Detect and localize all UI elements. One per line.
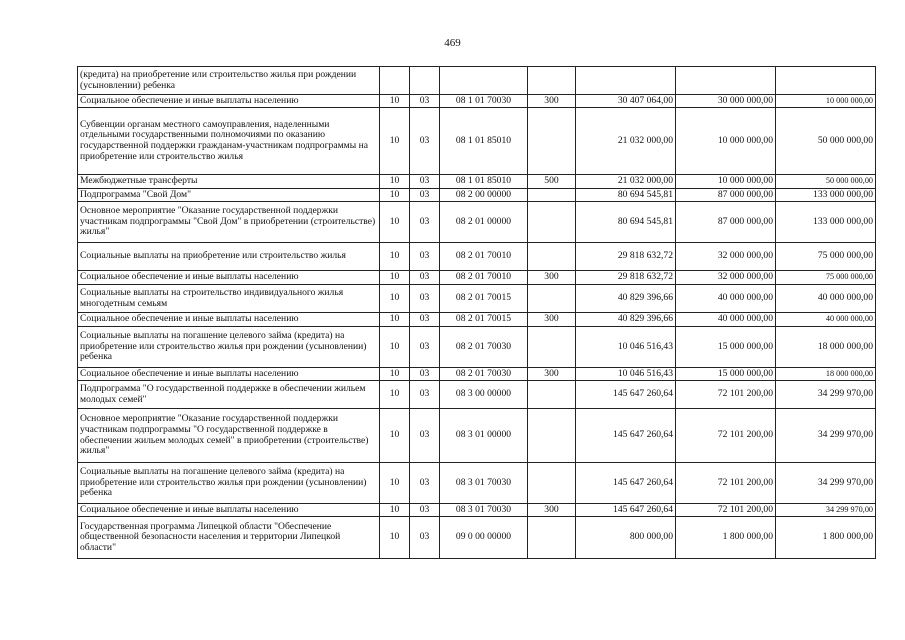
expense-type-cell bbox=[528, 189, 576, 202]
target-article-cell: 08 1 01 85010 bbox=[440, 175, 528, 189]
amount-year-1-cell: 145 647 260,64 bbox=[576, 463, 676, 504]
target-article-cell: 08 2 01 70010 bbox=[440, 271, 528, 285]
amount-year-2-cell: 10 000 000,00 bbox=[676, 108, 776, 175]
subsection-code-cell: 03 bbox=[410, 327, 440, 368]
amount-year-3-cell: 34 299 970,00 bbox=[776, 381, 876, 409]
item-name-cell: Межбюджетные трансферты bbox=[78, 175, 380, 189]
amount-year-3-cell: 133 000 000,00 bbox=[776, 189, 876, 202]
section-code-cell: 10 bbox=[380, 327, 410, 368]
expense-type-cell bbox=[528, 517, 576, 559]
section-code-cell: 10 bbox=[380, 517, 410, 559]
section-code-cell: 10 bbox=[380, 285, 410, 313]
amount-year-3-cell: 18 000 000,00 bbox=[776, 327, 876, 368]
amount-year-3-cell: 34 299 970,00 bbox=[776, 504, 876, 517]
item-name-cell: Социальные выплаты на строительство индивидуального жилья многодетным семьям bbox=[78, 285, 380, 313]
amount-year-1-cell: 800 000,00 bbox=[576, 517, 676, 559]
table-row bbox=[78, 504, 876, 517]
expense-type-cell: 300 bbox=[528, 504, 576, 517]
table-row bbox=[78, 95, 876, 108]
amount-year-2-cell: 87 000 000,00 bbox=[676, 189, 776, 202]
page-number: 469 bbox=[444, 37, 461, 49]
section-code-cell: 10 bbox=[380, 202, 410, 243]
expense-type-cell bbox=[528, 285, 576, 313]
item-name-cell: Социальные выплаты на погашение целевого займа (кредита) на приобретение или строительство жилья при рождении (усыновлении) ребенка bbox=[78, 463, 380, 504]
subsection-code-cell: 03 bbox=[410, 381, 440, 409]
amount-year-1-cell: 10 046 516,43 bbox=[576, 368, 676, 381]
amount-year-3-cell: 1 800 000,00 bbox=[776, 517, 876, 559]
amount-year-2-cell: 72 101 200,00 bbox=[676, 381, 776, 409]
amount-year-1-cell: 29 818 632,72 bbox=[576, 243, 676, 271]
amount-year-3-cell: 34 299 970,00 bbox=[776, 463, 876, 504]
amount-year-1-cell: 40 829 396,66 bbox=[576, 285, 676, 313]
amount-year-2-cell: 40 000 000,00 bbox=[676, 313, 776, 327]
table-row bbox=[78, 202, 876, 243]
expense-type-cell bbox=[528, 381, 576, 409]
table-row bbox=[78, 368, 876, 381]
section-code-cell: 10 bbox=[380, 463, 410, 504]
item-name-cell: Социальное обеспечение и иные выплаты населению bbox=[78, 504, 380, 517]
table-row bbox=[78, 108, 876, 175]
target-article-cell: 08 2 00 00000 bbox=[440, 189, 528, 202]
amount-year-1-cell: 29 818 632,72 bbox=[576, 271, 676, 285]
table-row bbox=[78, 327, 876, 368]
section-code-cell: 10 bbox=[380, 243, 410, 271]
amount-year-1-cell bbox=[576, 67, 676, 95]
target-article-cell: 08 3 01 70030 bbox=[440, 504, 528, 517]
amount-year-1-cell: 145 647 260,64 bbox=[576, 381, 676, 409]
amount-year-1-cell: 80 694 545,81 bbox=[576, 189, 676, 202]
section-code-cell: 10 bbox=[380, 189, 410, 202]
amount-year-2-cell: 87 000 000,00 bbox=[676, 202, 776, 243]
subsection-code-cell: 03 bbox=[410, 409, 440, 463]
item-name-cell: (кредита) на приобретение или строительство жилья при рождении (усыновлении) ребенка bbox=[78, 67, 380, 95]
amount-year-3-cell: 18 000 000,00 bbox=[776, 368, 876, 381]
budget-table-body bbox=[78, 67, 876, 559]
table-row bbox=[78, 175, 876, 189]
table-row bbox=[78, 271, 876, 285]
item-name-cell: Государственная программа Липецкой области "Обеспечение общественной безопасности населения и территории Липецкой области" bbox=[78, 517, 380, 559]
table-row bbox=[78, 409, 876, 463]
amount-year-2-cell: 72 101 200,00 bbox=[676, 463, 776, 504]
section-code-cell bbox=[380, 67, 410, 95]
target-article-cell: 08 2 01 70030 bbox=[440, 327, 528, 368]
item-name-cell: Социальное обеспечение и иные выплаты населению bbox=[78, 313, 380, 327]
target-article-cell: 08 2 01 70010 bbox=[440, 243, 528, 271]
table-row bbox=[78, 285, 876, 313]
amount-year-2-cell: 30 000 000,00 bbox=[676, 95, 776, 108]
target-article-cell: 09 0 00 00000 bbox=[440, 517, 528, 559]
expense-type-cell: 300 bbox=[528, 95, 576, 108]
amount-year-3-cell: 50 000 000,00 bbox=[776, 175, 876, 189]
item-name-cell: Подпрограмма "О государственной поддержке в обеспечении жильем молодых семей" bbox=[78, 381, 380, 409]
amount-year-3-cell: 34 299 970,00 bbox=[776, 409, 876, 463]
budget-table bbox=[77, 66, 876, 559]
subsection-code-cell: 03 bbox=[410, 243, 440, 271]
amount-year-3-cell: 75 000 000,00 bbox=[776, 271, 876, 285]
amount-year-2-cell: 10 000 000,00 bbox=[676, 175, 776, 189]
expense-type-cell: 300 bbox=[528, 368, 576, 381]
subsection-code-cell: 03 bbox=[410, 504, 440, 517]
amount-year-2-cell: 72 101 200,00 bbox=[676, 504, 776, 517]
table-row bbox=[78, 313, 876, 327]
target-article-cell: 08 1 01 85010 bbox=[440, 108, 528, 175]
amount-year-3-cell: 133 000 000,00 bbox=[776, 202, 876, 243]
subsection-code-cell: 03 bbox=[410, 463, 440, 504]
target-article-cell: 08 2 01 00000 bbox=[440, 202, 528, 243]
item-name-cell: Социальные выплаты на погашение целевого займа (кредита) на приобретение или строительство жилья при рождении (усыновлении) ребенка bbox=[78, 327, 380, 368]
target-article-cell: 08 1 01 70030 bbox=[440, 95, 528, 108]
subsection-code-cell: 03 bbox=[410, 108, 440, 175]
item-name-cell: Основное мероприятие "Оказание государственной поддержки участникам подпрограммы "Свой Дом" в приобретении (строительстве) жилья" bbox=[78, 202, 380, 243]
section-code-cell: 10 bbox=[380, 381, 410, 409]
subsection-code-cell bbox=[410, 67, 440, 95]
expense-type-cell: 500 bbox=[528, 175, 576, 189]
amount-year-2-cell: 1 800 000,00 bbox=[676, 517, 776, 559]
table-row bbox=[78, 243, 876, 271]
subsection-code-cell: 03 bbox=[410, 517, 440, 559]
amount-year-3-cell: 40 000 000,00 bbox=[776, 285, 876, 313]
subsection-code-cell: 03 bbox=[410, 189, 440, 202]
amount-year-1-cell: 145 647 260,64 bbox=[576, 409, 676, 463]
subsection-code-cell: 03 bbox=[410, 271, 440, 285]
subsection-code-cell: 03 bbox=[410, 175, 440, 189]
subsection-code-cell: 03 bbox=[410, 285, 440, 313]
subsection-code-cell: 03 bbox=[410, 202, 440, 243]
section-code-cell: 10 bbox=[380, 409, 410, 463]
subsection-code-cell: 03 bbox=[410, 313, 440, 327]
target-article-cell: 08 2 01 70015 bbox=[440, 285, 528, 313]
section-code-cell: 10 bbox=[380, 175, 410, 189]
amount-year-1-cell: 21 032 000,00 bbox=[576, 108, 676, 175]
table-row bbox=[78, 517, 876, 559]
amount-year-2-cell: 15 000 000,00 bbox=[676, 327, 776, 368]
item-name-cell: Основное мероприятие "Оказание государственной поддержки участникам подпрограммы "О государственной поддержке в обеспечении жильем молодых семей" в приобретении (строительстве) жилья" bbox=[78, 409, 380, 463]
item-name-cell: Подпрограмма "Свой Дом" bbox=[78, 189, 380, 202]
amount-year-2-cell: 32 000 000,00 bbox=[676, 243, 776, 271]
item-name-cell: Субвенции органам местного самоуправления, наделенными отдельными государственными полномочиями по оказанию государственной поддержки гражданам-участникам подпрограммы на приобретение или строительство жилья bbox=[78, 108, 380, 175]
item-name-cell: Социальное обеспечение и иные выплаты населению bbox=[78, 95, 380, 108]
amount-year-1-cell: 80 694 545,81 bbox=[576, 202, 676, 243]
expense-type-cell: 300 bbox=[528, 271, 576, 285]
target-article-cell: 08 3 00 00000 bbox=[440, 381, 528, 409]
amount-year-1-cell: 10 046 516,43 bbox=[576, 327, 676, 368]
subsection-code-cell: 03 bbox=[410, 95, 440, 108]
amount-year-3-cell: 75 000 000,00 bbox=[776, 243, 876, 271]
section-code-cell: 10 bbox=[380, 313, 410, 327]
expense-type-cell bbox=[528, 202, 576, 243]
table-row bbox=[78, 189, 876, 202]
amount-year-2-cell: 72 101 200,00 bbox=[676, 409, 776, 463]
amount-year-2-cell: 15 000 000,00 bbox=[676, 368, 776, 381]
table-row bbox=[78, 463, 876, 504]
expense-type-cell bbox=[528, 243, 576, 271]
amount-year-2-cell: 40 000 000,00 bbox=[676, 285, 776, 313]
subsection-code-cell: 03 bbox=[410, 368, 440, 381]
table-row bbox=[78, 381, 876, 409]
target-article-cell: 08 2 01 70030 bbox=[440, 368, 528, 381]
expense-type-cell bbox=[528, 327, 576, 368]
section-code-cell: 10 bbox=[380, 368, 410, 381]
target-article-cell: 08 3 01 70030 bbox=[440, 463, 528, 504]
target-article-cell: 08 3 01 00000 bbox=[440, 409, 528, 463]
expense-type-cell bbox=[528, 108, 576, 175]
amount-year-3-cell: 40 000 000,00 bbox=[776, 313, 876, 327]
item-name-cell: Социальные выплаты на приобретение или строительство жилья bbox=[78, 243, 380, 271]
section-code-cell: 10 bbox=[380, 108, 410, 175]
amount-year-3-cell bbox=[776, 67, 876, 95]
expense-type-cell bbox=[528, 67, 576, 95]
section-code-cell: 10 bbox=[380, 95, 410, 108]
amount-year-1-cell: 30 407 064,00 bbox=[576, 95, 676, 108]
amount-year-2-cell: 32 000 000,00 bbox=[676, 271, 776, 285]
expense-type-cell bbox=[528, 463, 576, 504]
amount-year-3-cell: 10 000 000,00 bbox=[776, 95, 876, 108]
amount-year-1-cell: 145 647 260,64 bbox=[576, 504, 676, 517]
amount-year-3-cell: 50 000 000,00 bbox=[776, 108, 876, 175]
target-article-cell bbox=[440, 67, 528, 95]
table-row bbox=[78, 67, 876, 95]
section-code-cell: 10 bbox=[380, 271, 410, 285]
item-name-cell: Социальное обеспечение и иные выплаты населению bbox=[78, 368, 380, 381]
section-code-cell: 10 bbox=[380, 504, 410, 517]
amount-year-2-cell bbox=[676, 67, 776, 95]
target-article-cell: 08 2 01 70015 bbox=[440, 313, 528, 327]
expense-type-cell: 300 bbox=[528, 313, 576, 327]
expense-type-cell bbox=[528, 409, 576, 463]
amount-year-1-cell: 21 032 000,00 bbox=[576, 175, 676, 189]
item-name-cell: Социальное обеспечение и иные выплаты населению bbox=[78, 271, 380, 285]
amount-year-1-cell: 40 829 396,66 bbox=[576, 313, 676, 327]
